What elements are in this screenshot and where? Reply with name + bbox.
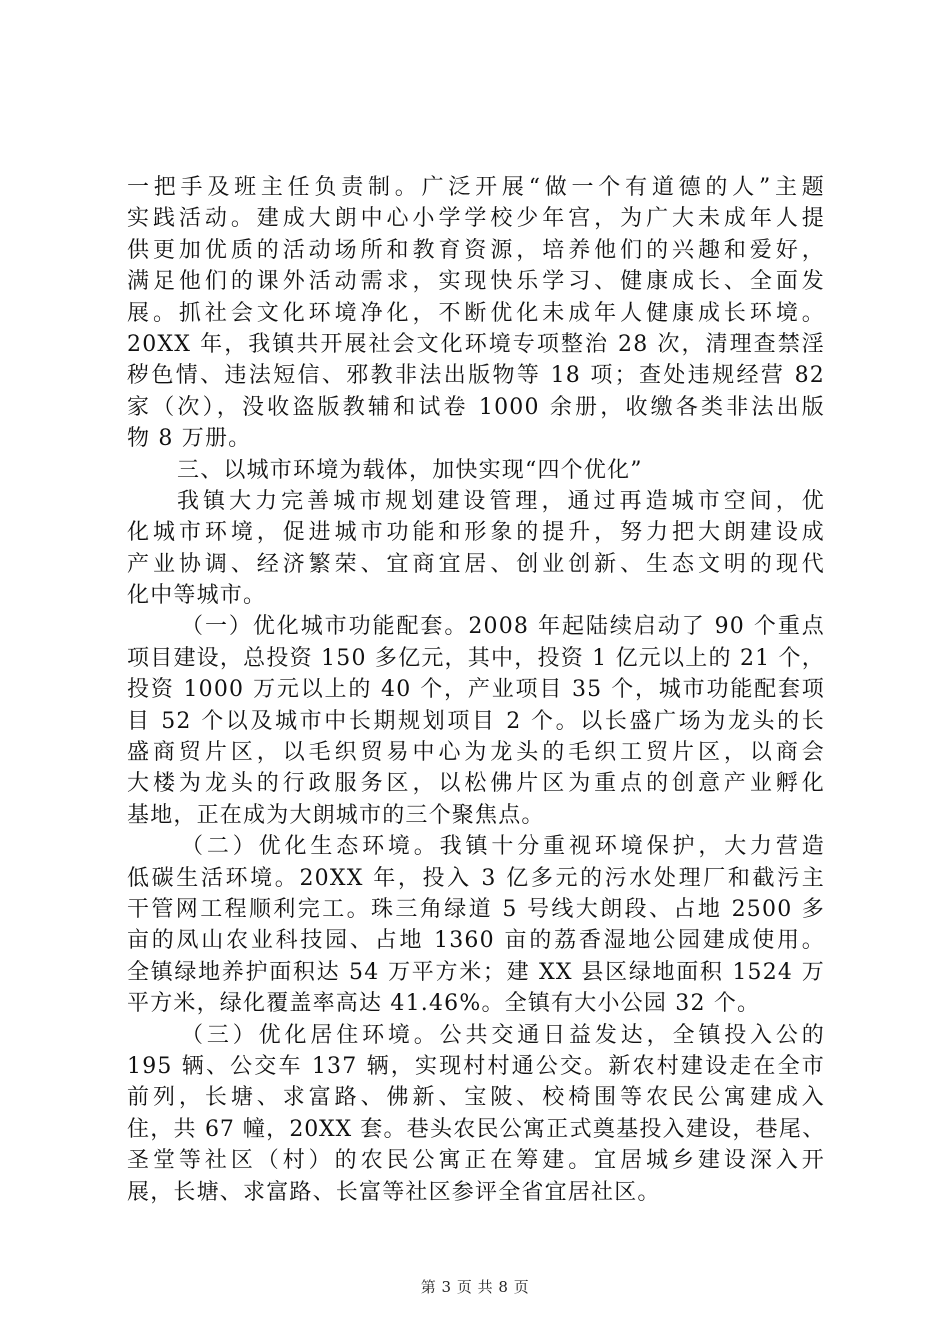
text-line: 干管网工程顺利完工。珠三角绿道 5 号线大朗段、占地 2500 多 xyxy=(127,896,825,922)
text-line: 亩的凤山农业科技园、占地 1360 亩的荔香湿地公园建成使用。 xyxy=(127,928,825,954)
paragraph xyxy=(127,1020,825,1208)
text-line: 展，长塘、求富路、长富等社区参评全省宜居社区。 xyxy=(127,1179,661,1205)
paragraph xyxy=(127,486,825,612)
document-body xyxy=(127,172,825,1208)
text-line: 投资 1000 万元以上的 40 个，产业项目 35 个，城市功能配套项 xyxy=(127,677,825,703)
page-number-footer: 第 3 页 共 8 页 xyxy=(420,1278,530,1296)
text-line: 圣堂等社区（村）的农民公寓正在筹建。宜居城乡建设深入开 xyxy=(127,1148,825,1174)
text-line: 大楼为龙头的行政服务区，以松佛片区为重点的创意产业孵化 xyxy=(127,771,825,797)
text-line: 化中等城市。 xyxy=(127,583,267,609)
text-line: 基地，正在成为大朗城市的三个聚焦点。 xyxy=(127,802,545,828)
paragraph xyxy=(127,831,825,1019)
section-heading xyxy=(127,455,825,486)
paragraph xyxy=(127,172,825,455)
text-line: （三）优化居住环境。公共交通日益发达，全镇投入公的 xyxy=(181,1022,825,1048)
text-line: 物 8 万册。 xyxy=(127,426,252,452)
text-line: 全镇绿地养护面积达 54 万平方米；建 XX 县区绿地面积 1524 万 xyxy=(127,959,825,985)
text-line: 盛商贸片区，以毛织贸易中心为龙头的毛织工贸片区，以商会 xyxy=(127,740,825,766)
text-line: 我镇大力完善城市规划建设管理，通过再造城市空间，优 xyxy=(177,488,825,514)
text-line: 住，共 67 幢，20XX 套。巷头农民公寓正式奠基投入建设，巷尾、 xyxy=(127,1116,825,1142)
text-line: 家（次），没收盗版教辅和试卷 1000 余册，收缴各类非法出版 xyxy=(127,394,825,420)
text-line: 满足他们的课外活动需求，实现快乐学习、健康成长、全面发 xyxy=(127,269,825,295)
text-line: 项目建设，总投资 150 多亿元，其中，投资 1 亿元以上的 21 个， xyxy=(127,645,825,671)
text-line: 前列，长塘、求富路、佛新、宝陂、校椅围等农民公寓建成入 xyxy=(127,1085,825,1111)
text-line: 实践活动。建成大朗中心小学学校少年宫，为广大未成年人提 xyxy=(127,206,825,232)
text-line: （一）优化城市功能配套。2008 年起陆续启动了 90 个重点 xyxy=(181,614,825,640)
heading-line: 三、以城市环境为载体，加快实现“四个优化” xyxy=(177,457,643,483)
text-line: 展。抓社会文化环境净化，不断优化未成年人健康成长环境。 xyxy=(127,300,825,326)
text-line: （二）优化生态环境。我镇十分重视环境保护，大力营造 xyxy=(181,834,825,860)
text-line: 目 52 个以及城市中长期规划项目 2 个。以长盛广场为龙头的长 xyxy=(127,708,825,734)
paragraph xyxy=(127,611,825,831)
text-line: 产业协调、经济繁荣、宜商宜居、创业创新、生态文明的现代 xyxy=(127,551,825,577)
text-line: 一把手及班主任负责制。广泛开展“做一个有道德的人”主题 xyxy=(127,175,825,200)
text-line: 195 辆、公交车 137 辆，实现村村通公交。新农村建设走在全市 xyxy=(127,1053,825,1079)
text-line: 低碳生活环境。20XX 年，投入 3 亿多元的污水处理厂和截污主 xyxy=(127,865,825,891)
text-line: 秽色情、违法短信、邪教非法出版物等 18 项；查处违规经营 82 xyxy=(127,363,825,389)
text-line: 20XX 年，我镇共开展社会文化环境专项整治 28 次，清理查禁淫 xyxy=(127,331,825,357)
text-line: 化城市环境，促进城市功能和形象的提升，努力把大朗建设成 xyxy=(127,520,825,546)
text-line: 供更加优质的活动场所和教育资源，培养他们的兴趣和爱好， xyxy=(127,237,825,263)
text-line: 平方米，绿化覆盖率高达 41.46%。全镇有大小公园 32 个。 xyxy=(127,991,761,1017)
